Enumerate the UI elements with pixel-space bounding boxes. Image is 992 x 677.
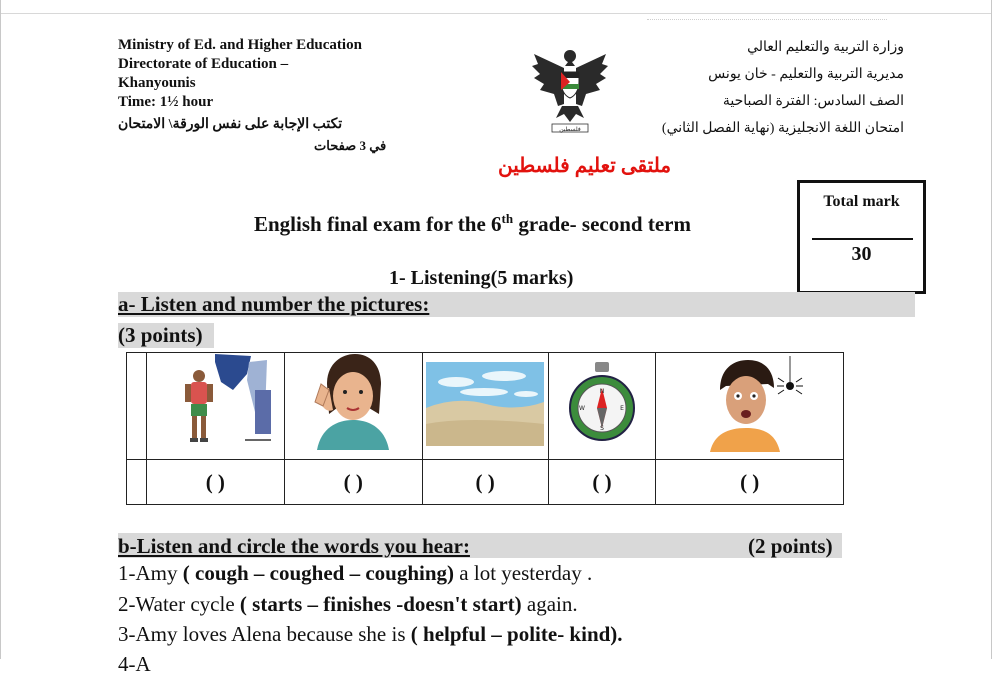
part-a-points: (3 points) — [118, 323, 203, 347]
question-choices[interactable]: ( helpful – polite- kind). — [410, 622, 623, 646]
ministry-name-arabic: وزارة التربية والتعليم العالي — [747, 40, 904, 55]
svg-text:E: E — [620, 404, 624, 412]
directorate-name: Directorate of Education – — [118, 56, 289, 72]
question-4 — [118, 652, 151, 676]
emblem-label: فلسطين — [559, 126, 581, 133]
desert-sky-picture — [426, 362, 544, 446]
question-1 — [118, 561, 592, 586]
question-text: 1-Amy — [118, 561, 183, 585]
svg-text:S: S — [600, 424, 604, 432]
scared-boy-spider-picture — [690, 356, 810, 452]
page-count-note: في 3 صفحات — [314, 138, 387, 153]
girl-listening-picture — [293, 354, 413, 454]
question-3 — [118, 622, 623, 647]
picture-cell — [146, 353, 284, 460]
question-text: again. — [521, 592, 578, 616]
picture-cell — [422, 353, 548, 460]
grade-shift-arabic: الصف السادس: الفترة الصباحية — [722, 94, 904, 109]
picture-cell — [548, 353, 656, 460]
exam-title-text: English final exam for the 6 — [254, 212, 502, 236]
question-text: a lot yesterday . — [454, 561, 593, 585]
directorate-name-arabic: مديرية التربية والتعليم - خان يونس — [708, 67, 904, 82]
svg-text:N: N — [599, 387, 605, 395]
answer-slot[interactable]: ( ) — [656, 460, 844, 505]
total-mark-label: Total mark — [823, 193, 900, 210]
part-b-heading: b-Listen and circle the words you hear: — [118, 534, 470, 558]
palestine-eagle-emblem-icon — [528, 44, 612, 140]
picture-cell — [656, 353, 844, 460]
total-mark-divider — [812, 238, 913, 240]
part-b-points: (2 points) — [748, 534, 833, 558]
ministry-name: Ministry of Ed. and Higher Education — [118, 37, 362, 53]
pictures-table — [126, 352, 844, 505]
exam-title — [254, 211, 691, 237]
answer-slot[interactable]: ( ) — [422, 460, 548, 505]
exam-title-sup: th — [501, 211, 514, 226]
svg-text:W: W — [579, 404, 585, 412]
picture-cell — [284, 353, 422, 460]
total-mark-box — [797, 180, 926, 294]
answer-slot[interactable]: ( ) — [284, 460, 422, 505]
part-a-heading: a- Listen and number the pictures: — [118, 292, 430, 316]
header-right — [662, 34, 904, 142]
boy-walking-picture — [155, 354, 275, 454]
exam-time: Time: 1½ hour — [118, 94, 214, 110]
table-margin-cell — [127, 460, 147, 505]
question-choices[interactable]: ( starts – finishes -doesn't start) — [239, 592, 522, 616]
city-name: Khanyounis — [118, 75, 196, 91]
compass-picture — [567, 362, 637, 446]
question-text: 4-A — [118, 652, 151, 676]
exam-title-rest: grade- second term — [513, 212, 691, 236]
question-text: 3-Amy loves Alena because she is — [118, 622, 411, 646]
listening-section-heading: 1- Listening(5 marks) — [389, 267, 574, 289]
exam-name-arabic: امتحان اللغة الانجليزية (نهاية الفصل الثاني) — [661, 121, 904, 136]
page-left-edge — [0, 0, 1, 659]
total-mark-value: 30 — [851, 243, 872, 265]
answer-note: تكتب الإجابة على نفس الورقة\ الامتحان — [118, 117, 343, 132]
answer-slot[interactable]: ( ) — [146, 460, 284, 505]
question-choices[interactable]: ( cough – coughed – coughing) — [182, 561, 455, 585]
question-text: 2-Water cycle — [118, 592, 240, 616]
answer-slot[interactable]: ( ) — [548, 460, 656, 505]
question-2 — [118, 592, 578, 617]
header-rule — [647, 0, 887, 20]
forum-watermark: ملتقى تعليم فلسطين — [498, 155, 672, 177]
table-margin-cell — [127, 353, 147, 460]
header-left — [118, 36, 387, 153]
